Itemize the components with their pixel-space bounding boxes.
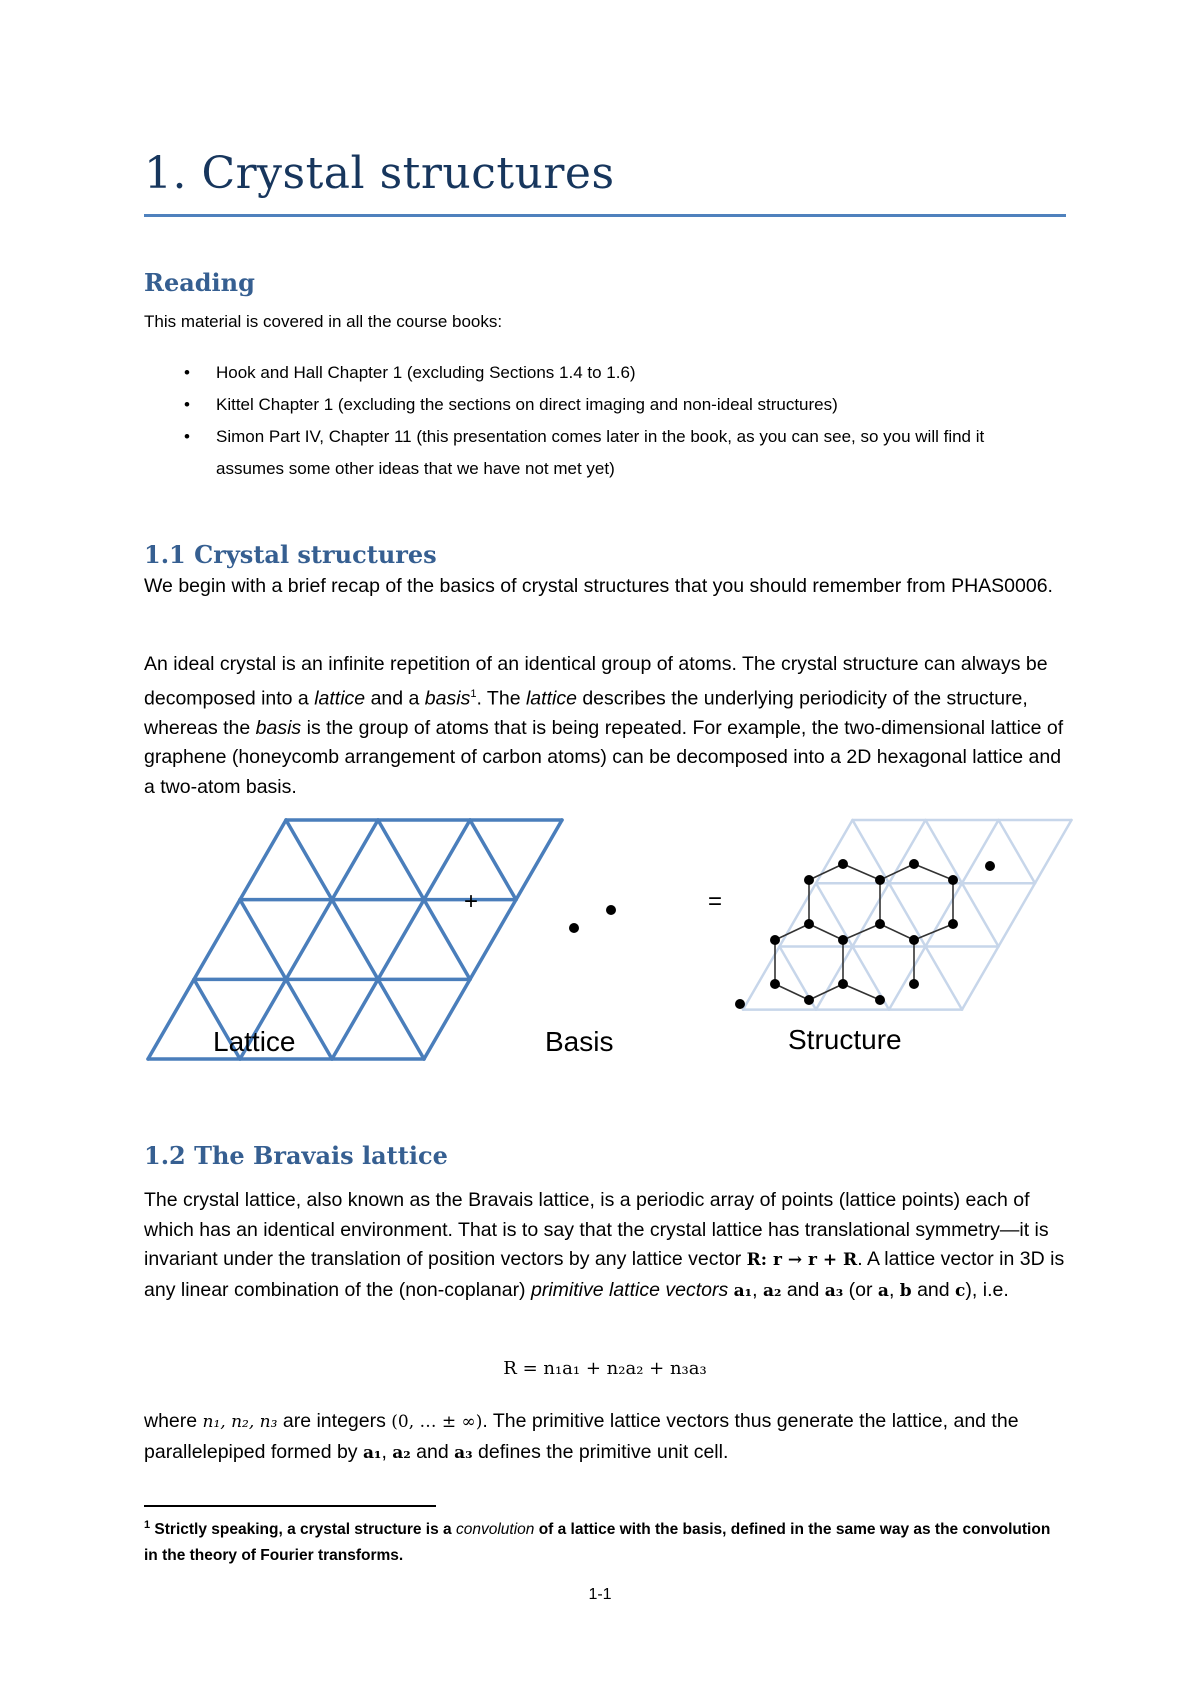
footnote-separator [144,1505,436,1507]
structure-atom [875,995,885,1005]
structure-atom [948,919,958,929]
structure-atom [804,875,814,885]
text-run: ), i.e. [965,1278,1009,1301]
section-1-2-heading: 1.2 The Bravais lattice [144,1141,448,1170]
lattice-diag-line [240,820,378,1059]
structure-lattice-diag-line [962,820,1072,1010]
structure-lattice-diag-line [889,820,999,1010]
text-run: . The primitive lattice vectors thus generate the lattice, and the parallelepiped formed by [144,1410,1019,1463]
structure-atom [770,935,780,945]
text-run: The crystal lattice, also known as the Bravais lattice, is a periodic array of points (lattice points) each of which has an identical environment. That is to say that the crystal lattice has translational symmetry—it is invariant under the translation of position vectors by any lattice vector [144,1189,1049,1270]
text-run: describes the underlying periodicity of the structure, whereas the [144,687,1028,739]
structure-atom [909,859,919,869]
structure-atom [804,919,814,929]
structure-lattice-anti-line [853,820,963,1010]
structure-atom [875,919,885,929]
structure-lattice-diag-line [743,820,853,1010]
structure-atom [838,859,848,869]
reading-intro: This material is covered in all the course books: [144,312,503,331]
italic-term: convolution [455,1521,535,1539]
structure-label: Structure [788,1024,902,1055]
structure-atom [875,875,885,885]
structure-atom [838,935,848,945]
page-number: 1-1 [588,1586,612,1603]
text-run: , [888,1278,900,1301]
text-run: , [752,1278,763,1301]
text-run: , [381,1440,393,1463]
text-run: and [781,1278,825,1301]
italic-term: lattice [525,687,577,709]
page-title: 1. Crystal structures [144,148,615,199]
math-inline: (0, … ± ∞) [391,1412,483,1432]
footnote-mark: 1 [144,1519,151,1531]
bullet-icon: • [184,427,190,446]
text-run: (or [843,1278,878,1301]
bond-line [880,924,914,940]
section-1-1-heading: 1.1 Crystal structures [144,540,437,569]
bond-line [809,984,843,1000]
text-run: . A lattice vector in 3D is any linear combination of the (non-coplanar) [144,1248,1065,1301]
math-inline: a₁ [362,1442,382,1463]
math-inline: n₁, n₂, n₃ [202,1412,278,1432]
lattice-diag-line [424,820,562,1059]
section-1-1-paragraph-1: We begin with a brief recap of the basics of crystal structures that you should remember from PHAS0006. [144,575,1053,597]
text-run: and a [365,687,425,709]
structure-lattice-diag-line [816,820,926,1010]
bond-line [880,864,914,880]
structure-atom [948,875,958,885]
section-1-2-paragraph-1 [144,1186,1066,1306]
bond-line [843,924,880,940]
footnote-ref[interactable]: 1 [470,687,477,700]
lattice-vector-equation: R = n₁a₁ + n₂a₂ + n₃a₃ [503,1358,707,1379]
italic-term: basis [424,687,471,709]
structure-atom [909,979,919,989]
basis-atom [569,923,579,933]
math-inline: b [899,1280,912,1301]
bond-line [809,924,843,940]
lattice-diag-line [332,820,470,1059]
lattice-anti-line [286,820,424,1059]
basis-label: Basis [545,1026,614,1057]
bond-line [843,864,880,880]
structure-atom [985,861,995,871]
bullet-icon: • [184,363,190,382]
basis-atom [606,905,616,915]
structure-atom [770,979,780,989]
bullet-icon: • [184,395,190,414]
math-inline: a₁ [733,1280,753,1301]
text-run: An ideal crystal is an infinite repetition of an identical group of atoms. The crystal structure can always be decomposed into a [144,653,1048,709]
reading-item-text: Kittel Chapter 1 (excluding the sections on direct imaging and non-ideal structures) [216,395,838,414]
structure-atom [804,995,814,1005]
text-run: where [144,1410,203,1432]
math-inline: a₃ [824,1280,844,1301]
text-run: defines the primitive unit cell. [472,1440,729,1463]
reading-item-text: Simon Part IV, Chapter 11 (this presentation comes later in the book, as you can see, so you will find it assumes some other ideas that we have not met yet) [216,427,985,478]
structure-atom [838,979,848,989]
italic-term: lattice [314,687,366,709]
footnote [144,1512,1068,1569]
text-run: are integers [277,1410,392,1432]
text-run: of a lattice with the basis, defined in the same way as the convolution in the theory of Fourier transforms. [144,1521,1051,1565]
text-run: and [410,1440,455,1463]
math-inline: c [955,1280,966,1301]
section-1-2-paragraph-2 [144,1407,1066,1468]
math-inline: a₂ [762,1280,782,1301]
text-run: Strictly speaking, a crystal structure is a [150,1521,456,1539]
text-run: is the group of atoms that is being repeated. For example, the two-dimensional lattice of graphene (honeycomb arrangement of carbon atoms) can be decomposed into a 2D hexagonal lattice and a two-atom basis. [144,716,1064,798]
text-run: . The [476,687,526,709]
reading-item-text: Hook and Hall Chapter 1 (excluding Sections 1.4 to 1.6) [216,363,636,382]
bond-line [914,924,953,940]
plus-sign: + [464,888,479,915]
structure-atom [735,999,745,1009]
italic-term: basis [255,716,302,739]
structure-atom [909,935,919,945]
math-inline: a [877,1280,889,1301]
reading-heading: Reading [144,268,255,297]
math-inline: a₂ [392,1442,411,1463]
math-inline: a₃ [454,1442,473,1463]
italic-term: primitive lattice vectors [530,1278,729,1301]
bond-line [914,864,953,880]
structure-lattice-anti-line [999,820,1036,883]
lattice-label: Lattice [213,1026,296,1057]
lattice-diag-line [148,820,286,1059]
equals-sign: = [708,888,723,915]
math-inline: R: r → r + R [746,1250,858,1270]
text-run: and [911,1278,956,1301]
